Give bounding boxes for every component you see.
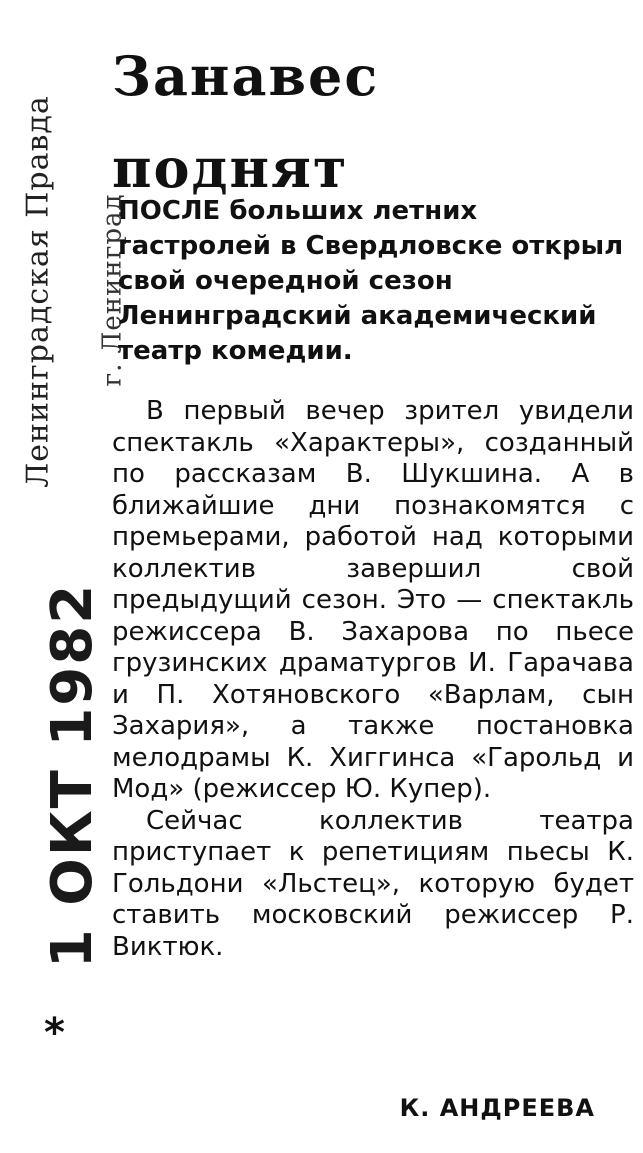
article-lead bbox=[118, 194, 638, 369]
article-author: К. АНДРЕЕВА bbox=[399, 1094, 595, 1122]
body-paragraph: Сейчас коллектив театра приступает к репетициям пьесы К. Гольдони «Льстец», которую будет ставить московский режиссер Р. Виктюк. bbox=[112, 805, 634, 962]
asterisk-mark: * bbox=[44, 1010, 65, 1056]
city-name: г. Ленинград bbox=[97, 193, 127, 387]
date-stamp bbox=[28, 582, 118, 968]
article-title: Занавес поднят bbox=[112, 44, 380, 200]
newspaper-name: Ленинградская Правда bbox=[20, 94, 56, 488]
body-paragraph: В первый вечер зрител увидели спектакль «Характеры», созданный по рассказам В. Шукшина. А в ближайшие дни познакомятся с премьерами, работой над которыми коллектив завершил свой предыдущий сезон. Это — спектакль режиссера В. Захарова по пьесе грузинских драматургов И. Гарачава и П. Хотяновского «Варлам, сын Захария», а также постановка мелодрамы К. Хиггинса «Гарольд и Мод» (режиссер Ю. Купер). bbox=[112, 396, 634, 804]
article-body bbox=[112, 396, 634, 963]
publication-date: 1 ОКТ 1982 bbox=[40, 582, 106, 968]
newspaper-source-stamp bbox=[8, 56, 68, 526]
lead-paragraph: ПОСЛЕ больших летних гастролей в Свердловске открыл свой очередной сезон Ленинградский академический театр комедии. bbox=[118, 196, 624, 366]
